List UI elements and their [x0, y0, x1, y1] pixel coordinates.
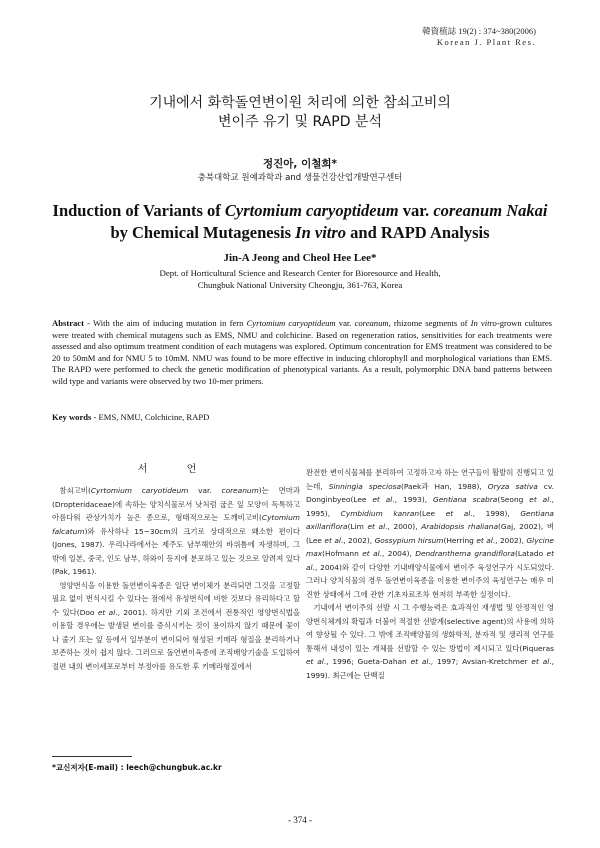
keywords: [52, 412, 552, 422]
paragraph: [52, 484, 300, 579]
italic-text: et al: [410, 657, 429, 666]
text: ., 1997; Avsian-Kretchmer: [428, 657, 532, 666]
italic-text: Sinningia speciosa: [328, 481, 401, 491]
title-text: and RAPD Analysis: [346, 223, 490, 242]
journal-name: Korean J. Plant Res.: [436, 37, 536, 47]
italic-text: et al: [306, 549, 554, 572]
text: (Lim: [347, 522, 368, 531]
text: 참쇠고비(: [59, 486, 91, 495]
italic-text: coreanum: [221, 486, 259, 495]
italic-text: et al: [367, 522, 386, 531]
text: (Lee: [419, 508, 446, 518]
abstract-italic: coreanum: [354, 318, 389, 328]
title-text: var.: [398, 201, 434, 220]
journal-header: [422, 26, 536, 48]
text: ., 2004)와 같이 다양한 기내배양식물에서 변이주 육성연구가 시도되었다. 그러나 양치식물의 경우 돌연변이육종을 이용한 변이주의 육성연구는 매우 미진한 상태에서 그에 관한 기초자료조차 현저히 부족한 실정이다.: [306, 562, 554, 599]
korean-title-line2: 변이주 유기 및 RAPD 분석: [218, 114, 382, 130]
abstract: [52, 318, 552, 388]
abstract-text: , rhizome segments of: [388, 318, 471, 328]
text: cv. Donginbyeo(Lee: [306, 481, 554, 504]
abstract-italic: Cyrtomium caryoptideum: [246, 318, 336, 328]
text: 기내에서 변이주의 선발 시 그 수행능력은 효과적인 재생법 및 안정적인 영양번식체계의 확립과 더불어 적절한 선발계(selective agent)의 사용에 의하여 향상될 수 있다. 그 밖에 조직배양물의 생화학적, 분자적 및 생리적 연구를 통해서 내성이 있는 개체를 선발할 수 있는 방법이 제시되고 있다(Piqueras: [306, 603, 554, 653]
text: 완전한 변이식물체를 분리하여 고정하고자 하는 연구들이 활발히 진행되고 있는데,: [306, 468, 554, 491]
text: ., 2000),: [385, 522, 422, 531]
right-column: [306, 466, 554, 682]
footnote-divider: [52, 756, 132, 757]
corresponding-author-footnote: *교신저자(E-mail) : leech@chungbuk.ac.kr: [52, 763, 222, 772]
italic-text: Arabidopsis rhaliana: [421, 522, 498, 531]
abstract-text: var.: [335, 318, 355, 328]
italic-text: et al: [529, 495, 550, 504]
english-title: [0, 200, 600, 244]
italic-text: Oryza sativa: [487, 481, 538, 491]
title-invitro: In vitro: [295, 223, 347, 242]
korean-title-line1: 기내에서 화학돌연변이원 처리에 의한 참쇠고비의: [149, 95, 451, 111]
text: ., 1998),: [470, 508, 521, 518]
italic-text: et al: [97, 607, 116, 617]
english-title-line2: [0, 222, 600, 244]
text: (Seong: [497, 495, 530, 504]
italic-text: Gentiana axillariflora: [306, 508, 554, 531]
abstract-italic: In vitro: [470, 318, 497, 328]
english-authors: Jin-A Jeong and Cheol Hee Lee*: [223, 252, 377, 264]
paragraph: [52, 579, 300, 674]
text: ., 1993),: [392, 495, 433, 504]
italic-text: Cytomium falcatum: [52, 513, 300, 536]
keywords-label: Key words: [52, 412, 92, 422]
title-variety: coreanum Nakai: [433, 201, 548, 220]
italic-text: et al: [531, 657, 550, 666]
italic-text: Cyrtomium caryotideum: [90, 486, 189, 495]
italic-text: et al: [372, 495, 393, 504]
text: ., 2001). 하지만 기외 조건에서 전통적인 영양번식법을 이용할 경우에는 발생된 변이를 증식시키는 것이 용이하지 않기 때문에 꽃이나 줄기 또는 잎 등에서 일부분이 변이되어 형성된 키메라 형질을 분리하거나 보존하는 것이 쉽지 않다. 그러므로 돌연변이육종에 조직배양기술을 도입하여 절편 내의 변이세포로부터 부정아를 유도한 후 키메라형질에서: [52, 607, 300, 671]
left-column: [52, 484, 300, 673]
text: ., 2004),: [379, 549, 416, 558]
text: ., 2002),: [492, 535, 527, 545]
text: (Hofmann: [322, 549, 363, 558]
text: ., 1995),: [306, 495, 554, 518]
italic-text: et al: [362, 549, 380, 558]
text: var.: [188, 486, 222, 495]
abstract-text: -grown cultures were treated with chemical mutagens such as EMS, NMU and colchicine. Based on regeneration ratios, sensitivities for each treatments were assessed and also optimum treatment condition of each mutagens was explored. Optimum concentration for EMS treatment was considered to be 20 to 50mM and for NMU 5 to 10mM. NMU was found to be more effective in inducing chlorophyll and morphological variations than EMS. The RAPD were performed to check the genetic modification of phenotypical variants. As a result, polymorphic DNA band patterns between wild type and variants were observed by two 10-mer primers.: [52, 318, 552, 386]
page-number: - 374 -: [288, 815, 312, 825]
abstract-text: - With the aim of inducing mutation in fern: [83, 318, 247, 328]
paragraph: [306, 601, 554, 682]
text: ., 1996; Gueta-Dahan: [323, 657, 411, 666]
text: 영양번식을 이용한 돌연변이육종은 일단 변이체가 분리되면 그것을 고정할 필요 없이 번식시킬 수 있다는 점에서 유성번식에 비한 것보다 유리하다고 할 수 있다(Doo: [52, 580, 300, 617]
text: )는 면마과(Dropteridaceae)에 속하는 양치식물로서 낫처럼 굽은 잎 모양이 독특하고 아름다워 관상가치가 높은 종으로, 형태적으로는 도깨비고비(: [52, 486, 300, 522]
italic-text: et al: [306, 657, 324, 666]
paragraph: [306, 466, 554, 601]
italic-text: Gossypium hirsum: [374, 535, 444, 545]
italic-text: Dendranthema grandiflora: [415, 549, 515, 558]
text: (Gaj, 2002), 벼(Lee: [306, 522, 554, 545]
korean-affiliation: 충북대학교 원예과학과 and 생물건강산업개발연구센터: [197, 173, 403, 183]
text: )와 유사하나 15~30cm의 크기로 상대적으로 왜소한 편이다(Jones, 1987). 우리나라에서는 제주도 남부해안의 바위틈에 자생하며, 그 밖에 일본, 중국, 인도 남부, 하와이 등지에 분포하고 있는 것으로 알려져 있다(Pak, 1961).: [52, 526, 300, 576]
title-species: Cyrtomium caryoptideum: [224, 201, 399, 220]
title-text: by Chemical Mutagenesis: [110, 223, 296, 242]
english-affiliation-line1: Dept. of Horticultural Science and Research Center for Bioresource and Health,: [159, 268, 441, 278]
keywords-text: - EMS, NMU, Colchicine, RAPD: [91, 412, 210, 422]
journal-citation: 韓資植誌 19(2) : 374~380(2006): [422, 26, 536, 36]
english-title-line1: [0, 200, 600, 222]
text: (Herring: [443, 535, 477, 545]
text: ., 1999). 최근에는 단백질: [306, 657, 554, 680]
italic-text: et al: [324, 535, 341, 545]
italic-text: et al: [476, 535, 493, 545]
english-affiliation: [0, 268, 600, 291]
text: (Paek과 Han, 1988),: [400, 481, 488, 491]
text: ., 2002),: [340, 535, 375, 545]
italic-text: Glycine max: [306, 535, 554, 558]
italic-text: et al: [445, 508, 471, 518]
english-affiliation-line2: Chungbuk National University Cheongju, 361-763, Korea: [197, 279, 403, 290]
italic-text: Gentiana scabra: [433, 495, 498, 504]
section-heading-introduction: 서 언: [137, 464, 215, 475]
text: (Latado: [514, 549, 547, 558]
korean-title: [0, 94, 600, 132]
abstract-label: Abstract: [52, 318, 84, 328]
title-text: Induction of Variants of: [52, 201, 225, 220]
korean-authors: 정진아, 이철희*: [263, 158, 337, 170]
italic-text: Cymbidium kanran: [340, 508, 420, 518]
